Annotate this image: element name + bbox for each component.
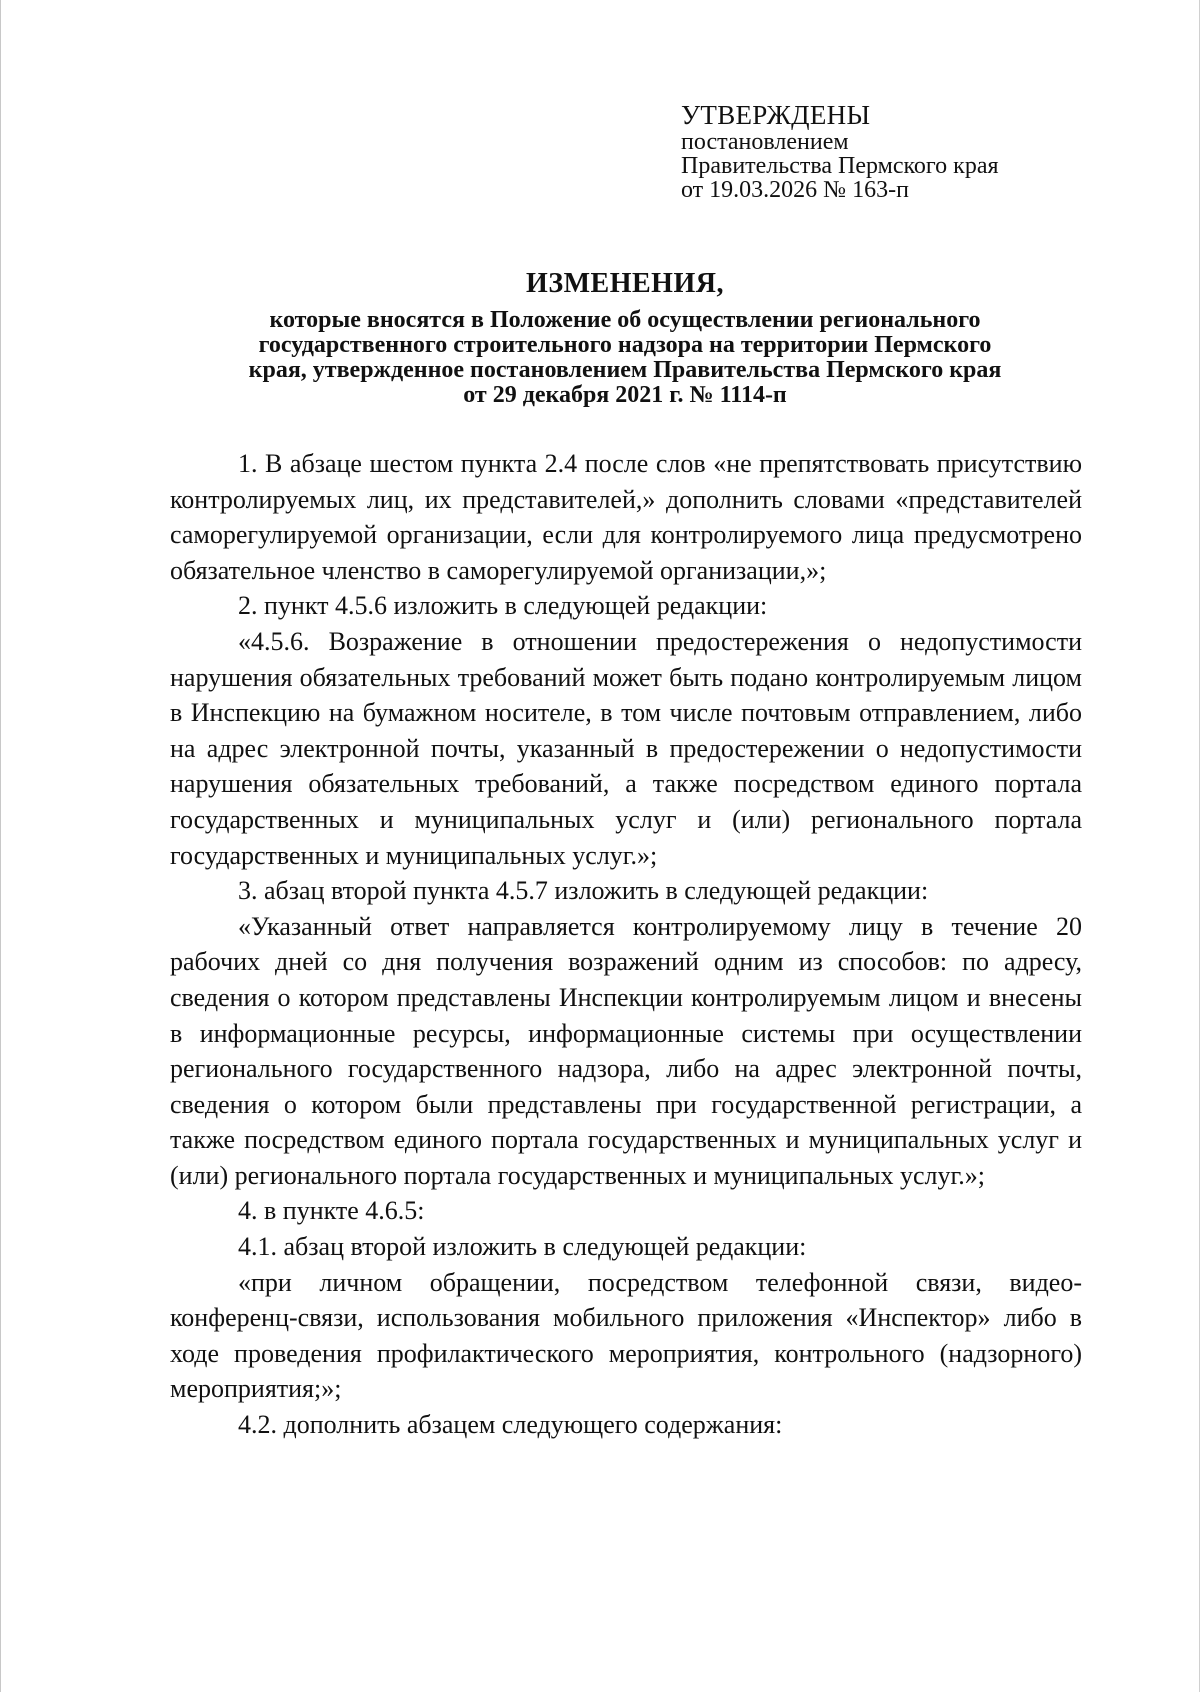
paragraph-4: 3. абзац второй пункта 4.5.7 изложить в следующей редакции: [238, 876, 929, 906]
approval-title: УТВЕРЖДЕНЫ [681, 100, 871, 130]
paragraph-3: «4.5.6. Возражение в отношении предостережения о недопустимости нарушения обязательных требований может быть подано контролируемым лицом в Инспекцию на бумажном носителе, в том числе почтовым отправлением, либо на адрес электронной почты, указанный в предостережении о недопустимости нарушения обязательных требований, а также посредством единого портала государственных и муниципальных услуг и (или) регионального портала государственных и муниципальных услуг.»; [170, 626, 1082, 870]
paragraph-7: 4.1. абзац второй изложить в следующей редакции: [238, 1232, 807, 1262]
subtitle-line: государственного строительного надзора на территории Пермского [258, 332, 992, 358]
approval-stamp-block [681, 100, 1121, 202]
document-body [170, 446, 1082, 1443]
paragraph-8: «при личном обращении, посредством телефонной связи, видео-конференц-связи, использования мобильного приложения «Инспектор» либо в ходе проведения профилактического мероприятия, контрольного (надзорного) мероприятия;»; [170, 1267, 1082, 1404]
paragraph-1: 1. В абзаце шестом пункта 2.4 после слов «не препятствовать присутствию контролируемых лиц, их представителей,» дополнить словами «представителей саморегулируемой организации, если для контролируемого лица предусмотрено обязательное членство в саморегулируемой организации,»; [170, 449, 1082, 585]
approval-line-2: Правительства Пермского края [681, 153, 999, 179]
approval-line-3: от 19.03.2026 № 163-п [681, 177, 909, 203]
paragraph-9: 4.2. дополнить абзацем следующего содержания: [238, 1410, 783, 1440]
approval-line-1: постановлением [681, 129, 849, 155]
subtitle-line: от 29 декабря 2021 г. № 1114-п [463, 382, 787, 408]
scan-edge-left [0, 0, 1, 1692]
paragraph-5: «Указанный ответ направляется контролируемому лицу в течение 20 рабочих дней со дня получения возражений одним из способов: по адресу, сведения о котором представлены Инспекции контролируемым лицом и внесены в информационные ресурсы, информационные системы при осуществлении регионального государственного надзора, либо на адрес электронной почты, сведения о котором были представлены при государственной регистрации, а также посредством единого портала государственных и муниципальных услуг и (или) регионального портала государственных и муниципальных услуг.»; [170, 911, 1082, 1190]
subtitle-line: края, утвержденное постановлением Правительства Пермского края [248, 357, 1002, 383]
document-subtitle [160, 308, 1090, 408]
paragraph-6: 4. в пункте 4.6.5: [238, 1196, 425, 1226]
document-title: ИЗМЕНЕНИЯ, [526, 268, 724, 299]
paragraph-2: 2. пункт 4.5.6 изложить в следующей редакции: [238, 591, 768, 621]
subtitle-line: которые вносятся в Положение об осуществлении регионального [269, 307, 981, 333]
